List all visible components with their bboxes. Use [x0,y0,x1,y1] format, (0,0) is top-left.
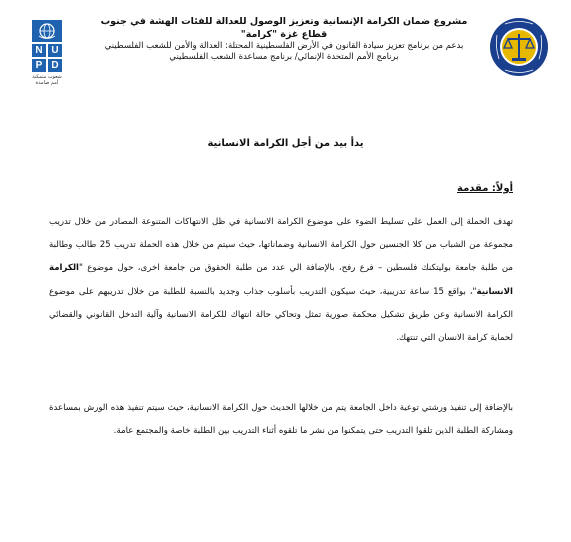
undp-logo [32,20,62,86]
undp-program-line: برنامج الأمم المتحدة الإنمائي/ برنامج مساعدة الشعب الفلسطيني [169,52,399,62]
paragraph-workshops: بالإضافة إلى تنفيذ ورشتي توعية داخل الجامعة يتم من خلالها الحديث حول الكرامة الانسانية، حيث سيتم تنفيذ هذه الورش بمساعدة ومشاركة الطلبة الذين تلقوا التدريب حتى يتمكنوا من نشر ما تلقوه أثناء التدريب بين الطلبة خاصة والمجتمع عامة. [49,403,513,437]
undp-tagline: شعوب متمكنة أمم صامدة [32,74,62,86]
undp-letters [32,44,62,72]
program-line: بدعم من برنامج تعزيز سيادة القانون في الأرض الفلسطينية المحتلة: العدالة والأمن للشعب الفلسطيني [104,41,464,51]
paragraph-intro-part-b: "، بواقع 15 ساعة تدريبية، حيث سيكون التدريب بأسلوب جذاب وجديد بالنسبة للطلبة من خلال تدريبهم على موضوع الكرامة الانسانية وعن طريق تشكيل محكمة صورية تمثل وتحاكي حالة انتهاك للكرامة الانسانية وآلية التدخل القانوني والقضائي لحماية كرامة الانسان التي تنتهك. [49,286,513,344]
paragraph-intro-part-a: تهدف الحملة إلى العمل على تسليط الضوء على موضوع الكرامة الانسانية في ظل الانتهاكات المتنوعة المصادر من خلال تدريب مجموعة من الشباب من كلا الجنسين حول الكرامة الانسانية وضماناتها، حيث سيتم من خلال هذه الحملة تدريب 25 طالب وطالبة من طلبة جامعة بوليتكنك فلسطين – فرع رفح، بالإضافة الي عدد من طلبة الحقوق من جامعة اخرى، حول موضوع " [49,217,514,274]
paragraph-intro-bold-term: الكرامة الانسانية [49,263,513,297]
undp-letter: U [48,44,62,57]
section-heading: أولاً: مقدمة [457,183,513,194]
page-header [0,0,571,110]
undp-globe-icon [32,20,62,42]
ngo-scales-logo [489,17,549,77]
project-title: مشروع ضمان الكرامة الإنسانية وتعزيز الوصول للعدالة للفئات الهشة في جنوب قطاع غزة "كرامة" [100,16,468,40]
header-text-block [89,15,479,63]
undp-letter: P [32,59,46,72]
document-title: يدأ بيد من أجل الكرامة الانسانية [207,138,364,149]
undp-letter: N [32,44,46,57]
undp-letter: D [48,59,62,72]
paragraph-intro [49,211,513,350]
